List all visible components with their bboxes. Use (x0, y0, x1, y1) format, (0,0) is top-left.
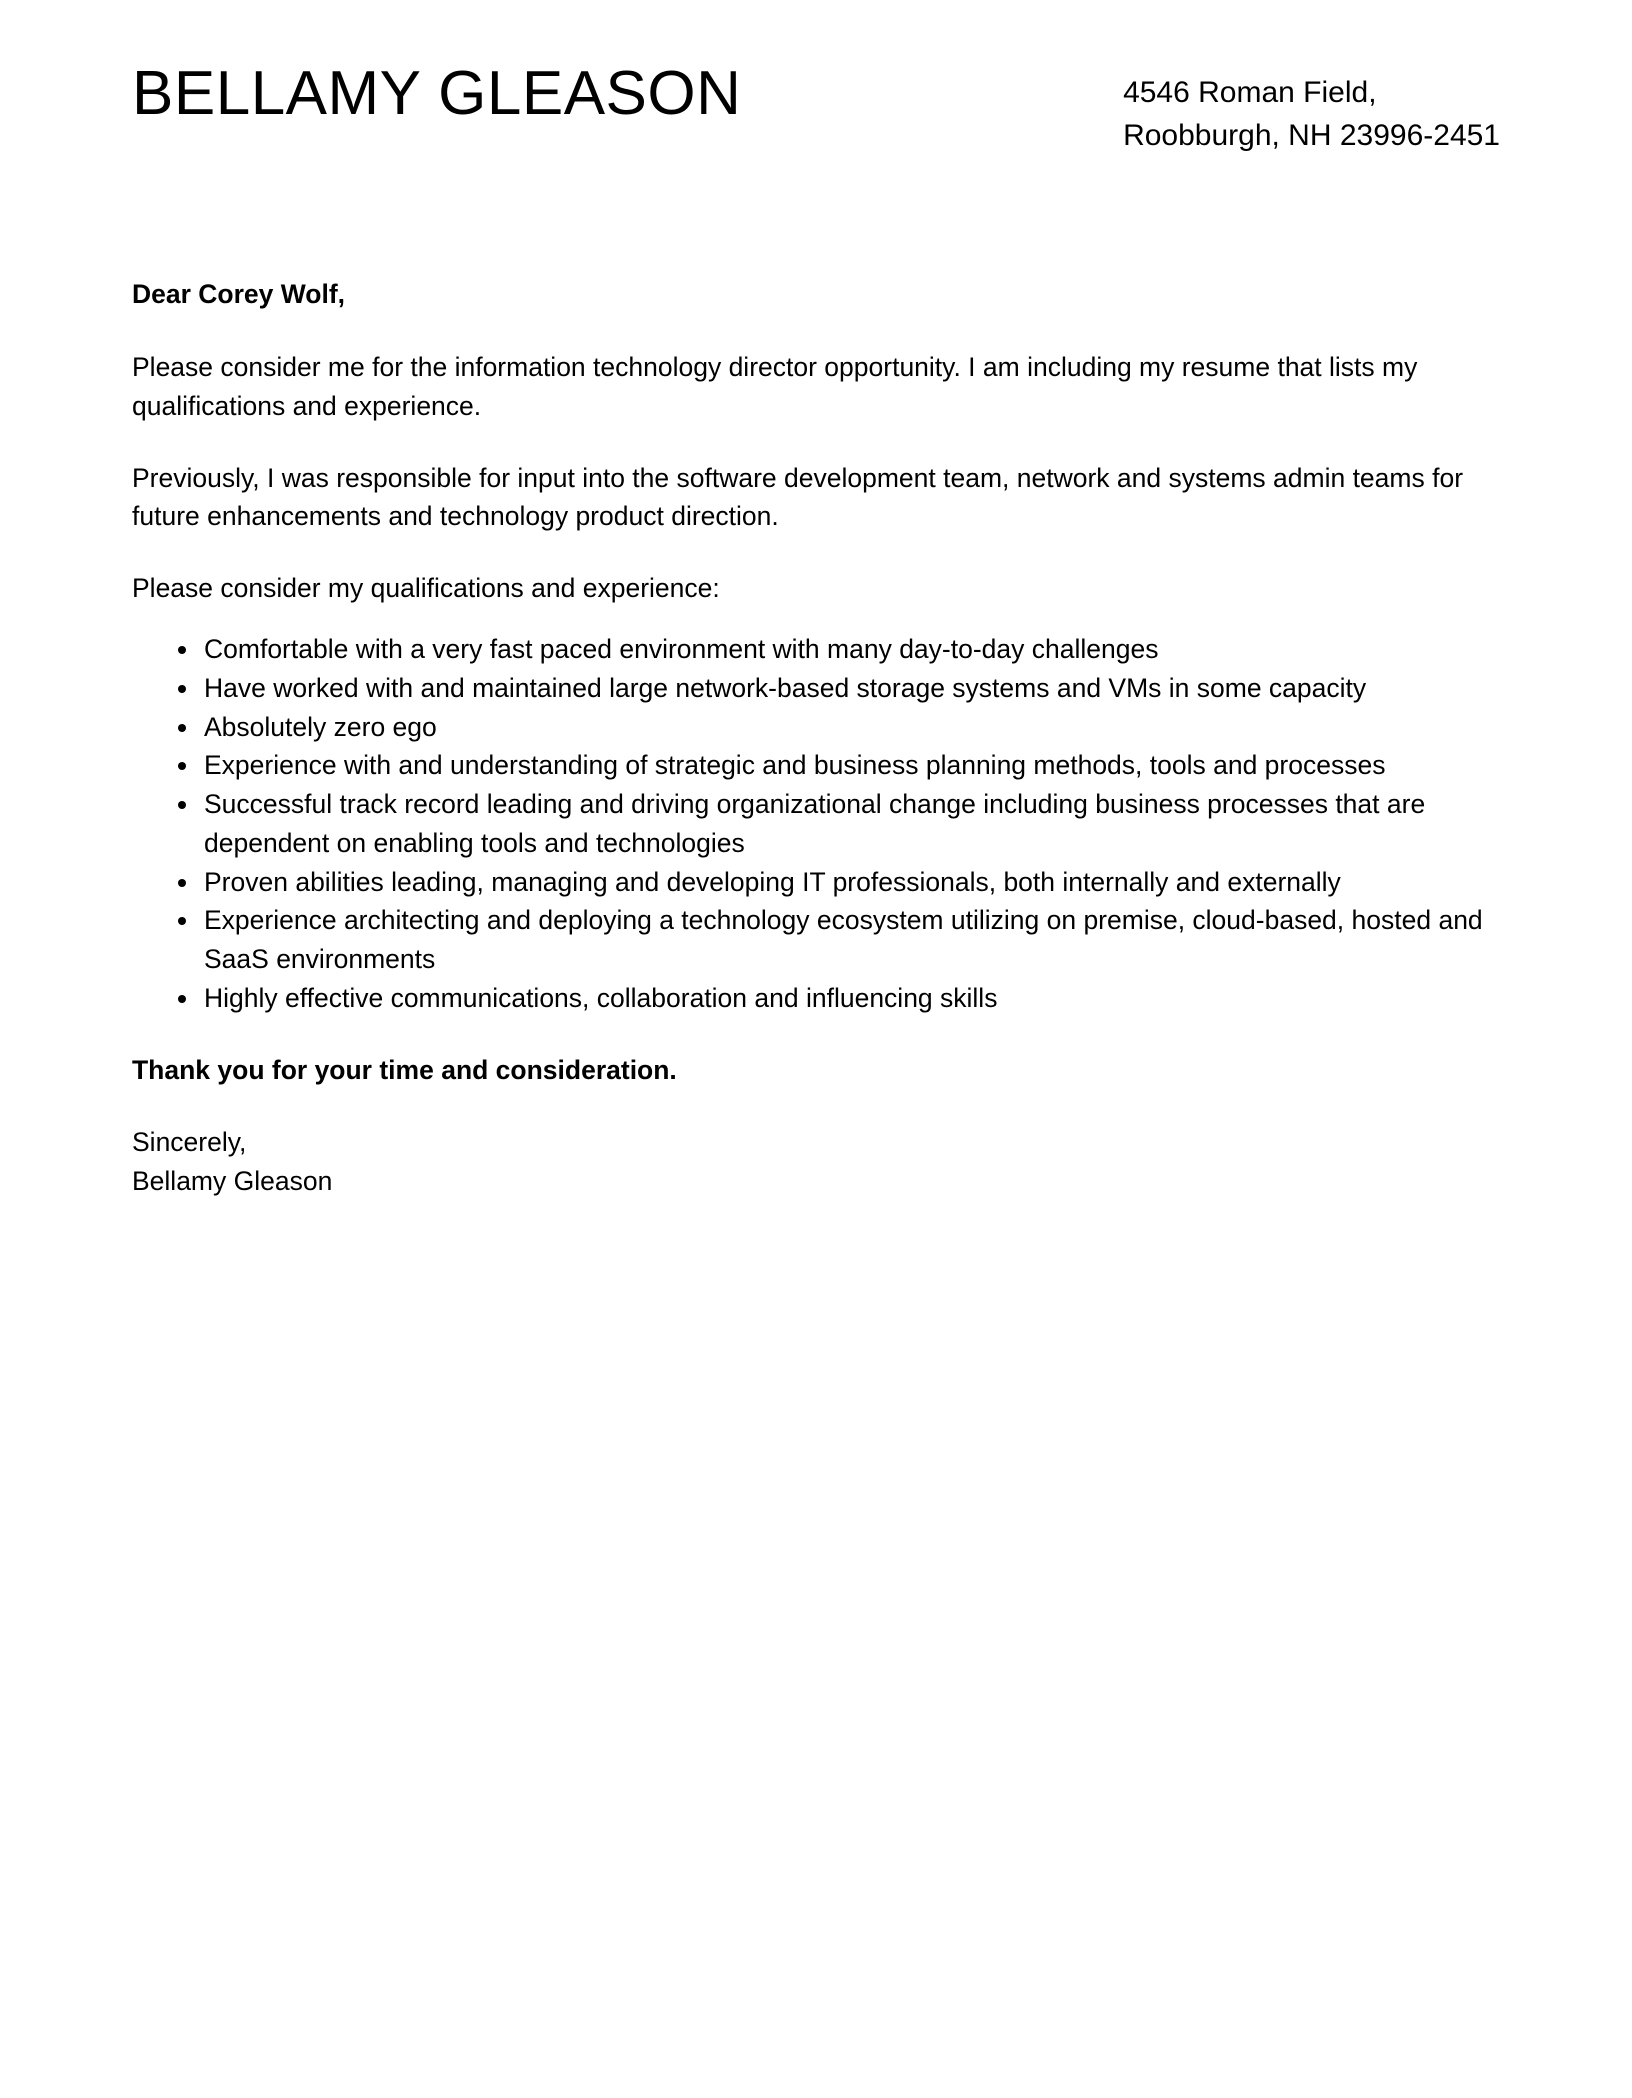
thank-you-line: Thank you for your time and consideration. (132, 1055, 677, 1086)
list-item: Experience with and understanding of strategic and business planning methods, tools and processes (165, 746, 1500, 785)
letter-body (132, 275, 1500, 1201)
paragraph-one: Please consider me for the information technology director opportunity. I am including my resume that lists my qualifications and experience. (132, 351, 1418, 421)
qualifications-intro: Please consider my qualifications and experience: (132, 573, 720, 604)
list-item: Proven abilities leading, managing and developing IT professionals, both internally and externally (165, 863, 1500, 902)
name-block (132, 59, 742, 128)
applicant-name: BELLAMY GLEASON (132, 59, 742, 128)
list-item: Have worked with and maintained large network-based storage systems and VMs in some capacity (165, 669, 1500, 708)
address-line-1: 4546 Roman Field, (1123, 76, 1377, 109)
salutation: Dear Corey Wolf, (132, 279, 346, 310)
qualifications-list (132, 630, 1500, 1017)
closing-salutation: Sincerely, (132, 1126, 247, 1157)
list-item: Absolutely zero ego (165, 708, 1500, 747)
list-item: Experience architecting and deploying a technology ecosystem utilizing on premise, cloud-based, hosted and SaaS environments (165, 901, 1500, 978)
signature-block (132, 1123, 1500, 1201)
letter-header (132, 0, 1500, 157)
signature-name: Bellamy Gleason (132, 1165, 333, 1196)
paragraph-two: Previously, I was responsible for input into the software development team, network and systems admin teams for future enhancements and technology product direction. (132, 462, 1464, 532)
address-line-2: Roobburgh, NH 23996-2451 (1123, 118, 1500, 152)
address-block (1123, 72, 1500, 157)
list-item: Comfortable with a very fast paced environment with many day-to-day challenges (165, 630, 1500, 669)
list-item: Highly effective communications, collaboration and influencing skills (165, 979, 1500, 1018)
list-item: Successful track record leading and driving organizational change including business processes that are dependent on enabling tools and technologies (165, 785, 1500, 862)
